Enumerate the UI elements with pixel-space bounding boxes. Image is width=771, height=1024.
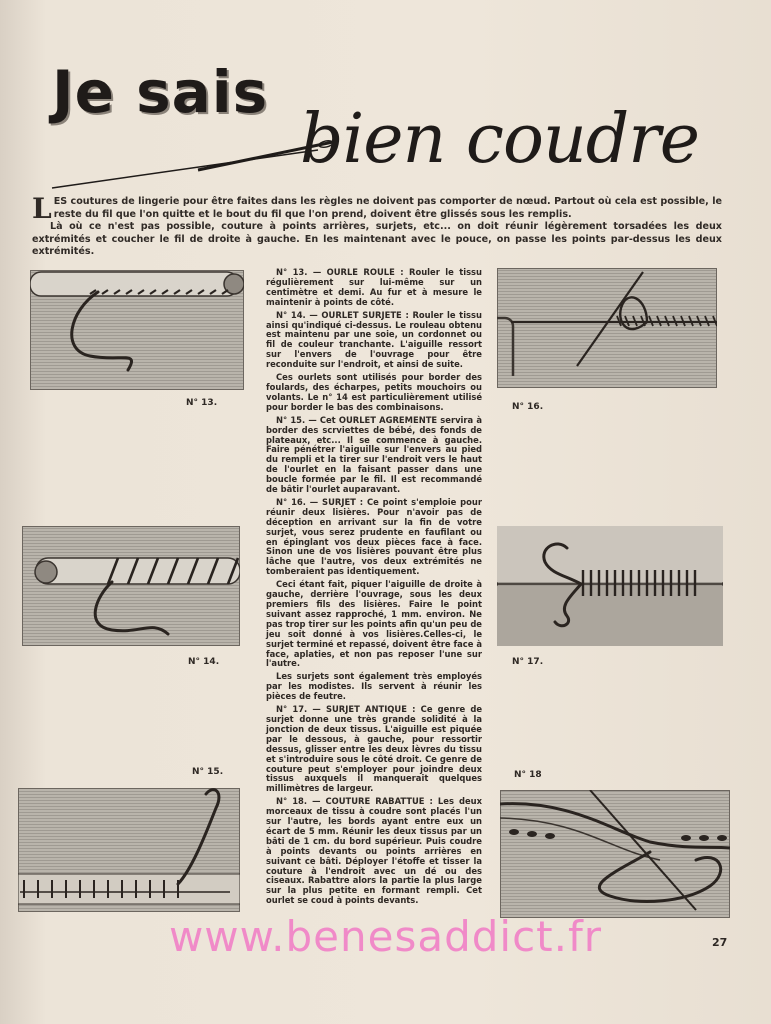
illustration-14 (22, 526, 240, 646)
illustration-17 (497, 526, 723, 646)
instruction-15: N° 15. — Cet OURLET AGREMENTE servira à border des scrviettes de bébé, des fonds de plateaux, etc... Il se commence à gauche. Faire pénétrer l'aiguille sur l'envers au pied du rempli et la tirer sur l'endroit vers le haut de l'ourlet en la faisant passer dans une boucle formée par le fil. Il est recommandé de bâtir l'ourlet auparavant. (266, 414, 482, 495)
illustration-18 (500, 790, 730, 918)
instruction-14: N° 14. — OURLET SURJETE : Rouler le tissu ainsi qu'indiqué ci-dessus. Le rouleau obtenu est maintenu par une soie, un cordonnet ou fil de couleur tranchante. L'aiguille ressort sur l'envers de l'ouvrage pour être reconduite sur l'endroit, et ainsi de suite. (266, 309, 482, 370)
instruction-14-usage: Ces ourlets sont utilisés pour border des foulards, des écharpes, petits mouchoirs ou volants. Le n° 14 est particulièrement utilisé pour border le bas des combinaisons. (266, 372, 482, 412)
antique-overcast-icon (497, 526, 723, 646)
title-main: Je sais (52, 58, 269, 126)
instruction-18: N° 18. — COUTURE RABATTUE : Les deux morceaux de tissu à coudre sont placés l'un sur l'autre, les bords ayant entre eux un écart de 5 mm. Réunir les deux tissus par un bâti de 1 cm. du bord supérieur. Puis coudre à points devants ou points arrières en suivant ce bâti. Déployer l'étoffe et tisser la couture à l'endroit avec un dé ou des ciseaux. Rabattre alors la partie la plus large sur la plus petite en formant rempli. Cet ourlet se coud à points devants. (266, 796, 482, 906)
instruction-16: N° 16. — SURJET : Ce point s'emploie pour réunir deux lisières. Pour n'avoir pas de déception en arrivant sur la fin de votre surjet, vous serez prudente en faufilant ou en épinglant vos deux pièces face à face. Sinon une de vos lisières pouvant être plus lâche que l'autre, vos deux extrémités ne tomberaient pas identiquement. (266, 496, 482, 577)
intro-dropcap: L (32, 192, 52, 225)
whipped-hem-icon (22, 526, 240, 646)
decorative-hem-icon (18, 788, 240, 912)
intro-paragraph-2: Là où ce n'est pas possible, couture à points arrières, surjets, etc... on doit réunir légèrement torsadées les deux extrémités et coucher le fil de droite à gauche. En les maintenant avec le pouce, on passe les points par-dessus les deux extrémités. (32, 221, 722, 258)
figure-label-17: N° 17. (512, 657, 544, 667)
page-number: 27 (712, 936, 728, 949)
figure-label-16: N° 16. (512, 402, 544, 412)
figure-label-15: N° 15. (192, 767, 224, 777)
figure-label-14: N° 14. (188, 657, 220, 667)
intro-text (32, 192, 722, 259)
figure-label-13: N° 13. (186, 398, 218, 408)
felled-seam-icon (500, 790, 730, 918)
illustration-13 (30, 270, 244, 390)
instruction-13: N° 13. — OURLE ROULE : Rouler le tissu régulièrement sur lui-même sur un centimètre et demi. Au fur et à mesure le maintenir à points de côté. (266, 267, 482, 307)
instruction-16-note: Les surjets sont également très employés par les modistes. Ils servent à réunir les pièces de feutre. (266, 671, 482, 702)
rolled-hem-icon (30, 270, 244, 390)
instruction-17: N° 17. — SURJET ANTIQUE : Ce genre de surjet donne une très grande solidité à la jonction de deux tissus. L'aiguille est piquée par le dessous, à gauche, pour ressortir dessus, glisser entre les deux lèvres du tissu et s'introduire sous le côté droit. Ce genre de couture peut s'employer pour joindre deux tissus auxquels il manquerait quelques millimètres de largeur. (266, 704, 482, 794)
instruction-16-method: Ceci étant fait, piquer l'aiguille de droite à gauche, derrière l'ouvrage, sous les deux premiers fils des lisières. Faire le point suivant assez rapproché, 1 mm. environ. Ne pas trop tirer sur les points afin qu'un peu de jeu soit donné à vos lisières.Celles-ci, le surjet terminé et repassé, doivent être face à face, aplaties, et non pas reposer l'une sur l'autre. (266, 579, 482, 669)
watermark-url: www.benesaddict.fr (168, 912, 603, 961)
overcast-seam-icon (497, 268, 717, 388)
instructions-column (266, 268, 482, 909)
intro-paragraph-1: ES coutures de lingerie pour être faites dans les règles ne doivent pas comporter de nœud. Partout où cela est possible, le reste du fil que l'on quitte et le bout du fil que l'on prend, doivent être glissés sous les remplis. (53, 196, 722, 220)
title-script: bien coudre (300, 100, 700, 179)
illustration-15 (18, 788, 240, 912)
illustration-16 (497, 268, 717, 388)
needle-thread-icon (48, 120, 348, 190)
figure-label-18: N° 18 (514, 770, 542, 780)
